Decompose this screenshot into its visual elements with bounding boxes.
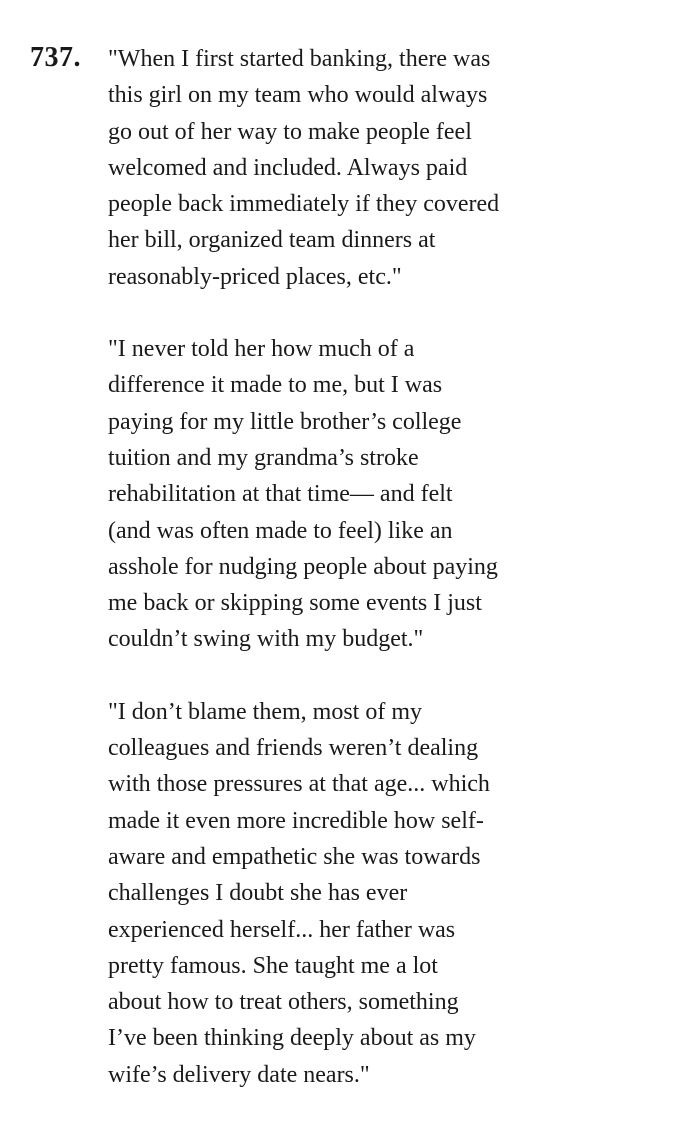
text-line: made it even more incredible how self- xyxy=(108,807,484,834)
text-line: aware and empathetic she was towards xyxy=(108,843,481,870)
paragraph-3 xyxy=(108,694,688,1093)
text-line: me back or skipping some events I just xyxy=(108,590,482,617)
text-line: difference it made to me, but I was xyxy=(108,372,443,399)
text-line: rehabilitation at that time— and felt xyxy=(108,481,453,508)
text-line: people back immediately if they covered xyxy=(108,191,500,218)
text-line: (and was often made to feel) like an xyxy=(108,517,453,544)
text-line: "I never told her how much of a xyxy=(108,336,415,363)
paragraph-2 xyxy=(108,331,688,658)
text-line: experienced herself... her father was xyxy=(108,916,456,943)
text-line: tuition and my grandma’s stroke xyxy=(108,444,419,471)
text-line: with those pressures at that age... which xyxy=(108,771,490,798)
paragraph-1 xyxy=(108,41,688,295)
text-line: about how to treat others, something xyxy=(108,989,459,1016)
text-line: "I don’t blame them, most of my xyxy=(108,698,422,725)
text-line: "When I first started banking, there was xyxy=(108,46,491,72)
text-line: welcomed and included. Always paid xyxy=(108,154,468,181)
text-line: paying for my little brother’s college xyxy=(108,408,462,435)
text-line: wife’s delivery date nears." xyxy=(108,1061,370,1088)
text-line: I’ve been thinking deeply about as my xyxy=(108,1025,476,1052)
text-line: couldn’t swing with my budget." xyxy=(108,626,424,653)
text-line: challenges I doubt she has ever xyxy=(108,880,408,907)
text-line: asshole for nudging people about paying xyxy=(108,553,498,580)
text-line: reasonably-priced places, etc." xyxy=(108,263,402,290)
text-line: go out of her way to make people feel xyxy=(108,118,472,145)
text-line: colleagues and friends weren’t dealing xyxy=(108,735,479,762)
text-line: pretty famous. She taught me a lot xyxy=(108,952,438,979)
story-text xyxy=(108,41,688,1093)
text-line: her bill, organized team dinners at xyxy=(108,227,436,254)
text-line: this girl on my team who would always xyxy=(108,82,488,109)
entry-number: 737. xyxy=(30,42,81,73)
